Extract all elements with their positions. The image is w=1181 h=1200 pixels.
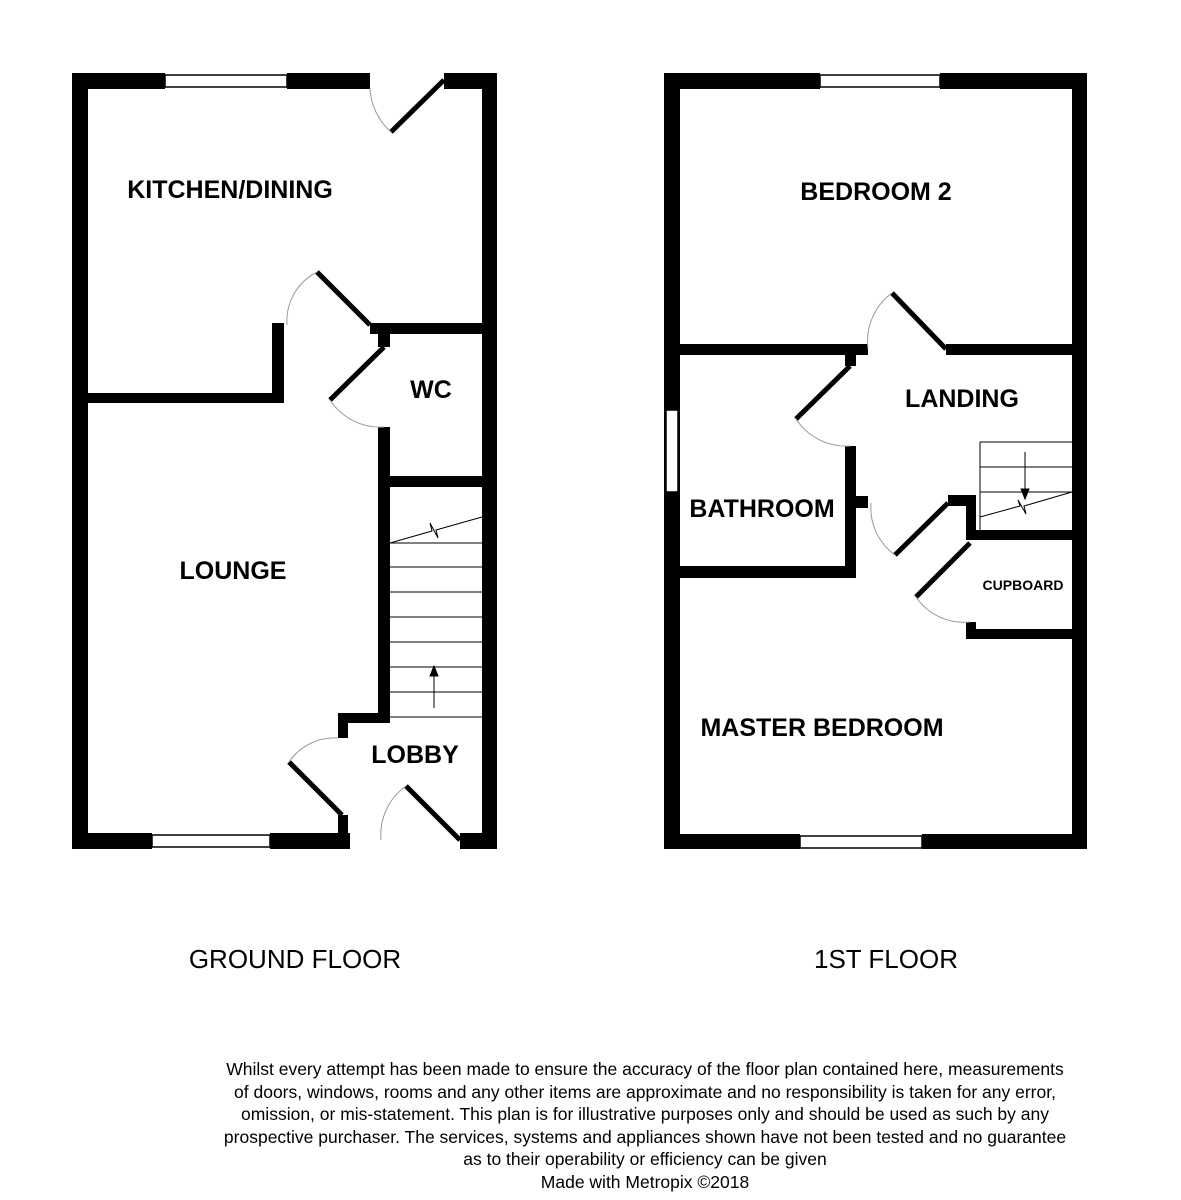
bathroom-label: BATHROOM — [689, 495, 835, 523]
bathroom-window — [666, 410, 678, 492]
ground-floor-stairs — [390, 517, 482, 717]
first-floor-stairs — [980, 442, 1072, 530]
master-bedroom-label: MASTER BEDROOM — [700, 714, 944, 742]
disclaimer-line: Whilst every attempt has been made to ensure the accuracy of the floor plan contained here, measurements — [226, 1059, 1064, 1079]
disclaimer — [130, 1058, 1160, 1193]
master-bedroom-window — [800, 836, 922, 848]
first-floor-label: 1ST FLOOR — [813, 944, 959, 974]
metropix-credit: Made with Metropix ©2018 — [540, 1171, 750, 1192]
kitchen-window — [165, 75, 287, 87]
lounge-window — [152, 835, 270, 847]
disclaimer-line: as to their operability or efficiency can be given — [463, 1149, 827, 1169]
disclaimer-line: prospective purchaser. The services, systems and appliances shown have not been tested and no guarantee — [223, 1126, 1067, 1147]
bedroom-2-label: BEDROOM 2 — [800, 178, 952, 206]
ground-floor-plan — [72, 73, 497, 849]
landing-label: LANDING — [905, 385, 1019, 413]
disclaimer-line: of doors, windows, rooms and any other items are approximate and no responsibility is taken for any error, — [234, 1081, 1056, 1102]
lobby-label: LOBBY — [371, 741, 459, 769]
wc-label: WC — [410, 376, 452, 404]
disclaimer-line: omission, or mis-statement. This plan is for illustrative purposes only and should be used as such by any — [241, 1104, 1049, 1124]
cupboard-label: CUPBOARD — [982, 577, 1064, 593]
first-floor-plan — [664, 73, 1087, 849]
lounge-label: LOUNGE — [179, 557, 287, 585]
bedroom-2-window — [820, 75, 940, 87]
ground-floor-label: GROUND FLOOR — [188, 944, 402, 974]
kitchen-dining-label: KITCHEN/DINING — [127, 176, 333, 204]
